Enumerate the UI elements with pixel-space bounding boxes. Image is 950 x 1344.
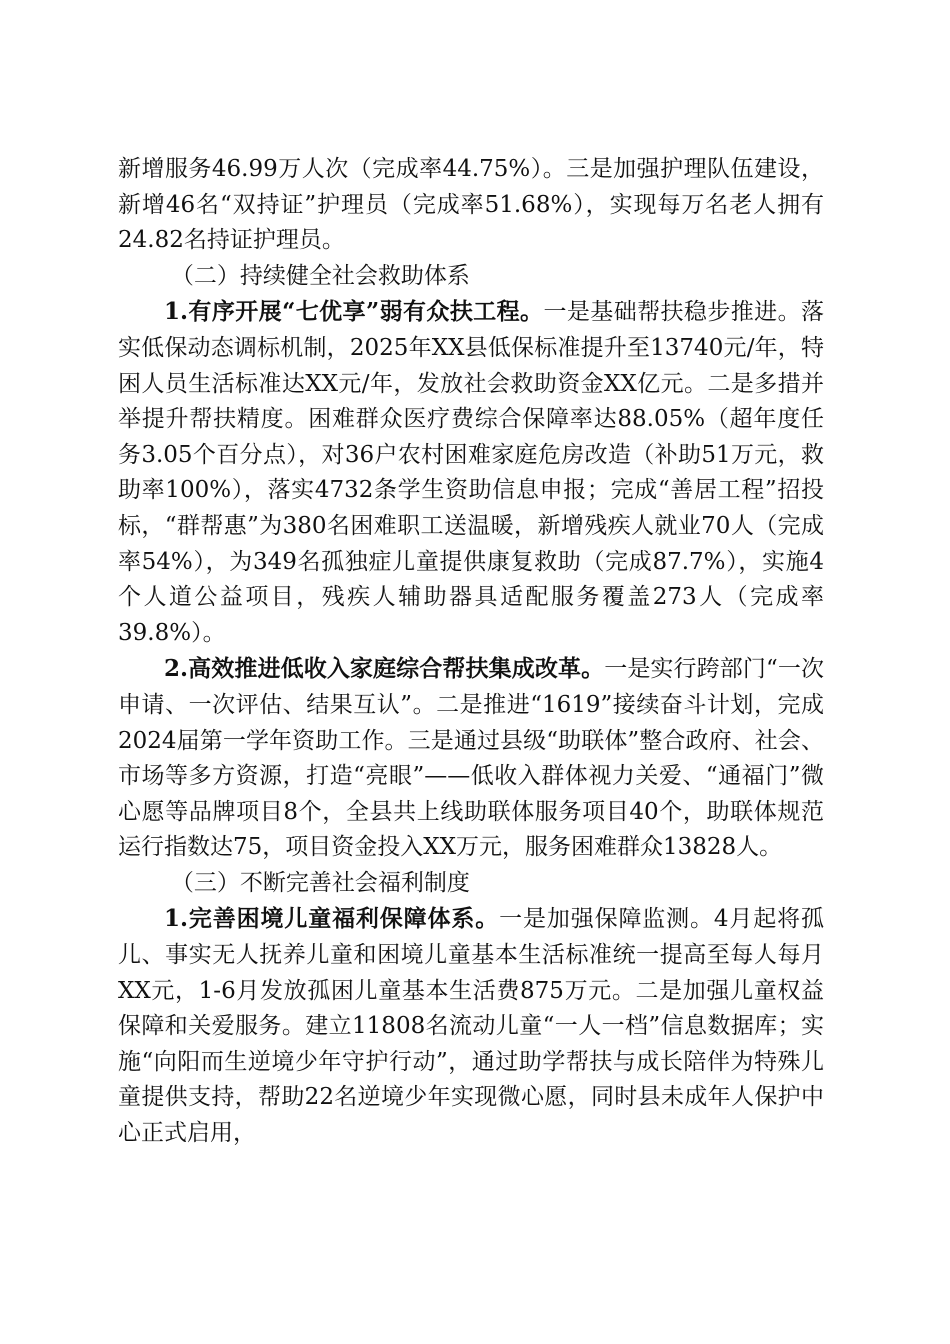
paragraph-text: 一是加强保障监测。4月起将孤儿、事实无人抚养儿童和困境儿童基本生活标准统一提高至每人每月XX元，1-6月发放孤困儿童基本生活费875万元。二是加强儿童权益保障和关爱服务。建立11808名流动儿童“一人一档”信息数据库；实施“向阳而生逆境少年守护行动”，通过助学帮扶与成长陪伴为特殊儿童提供支持，帮助22名逆境少年实现微心愿，同时县未成年人保护中心正式启用， [118, 906, 824, 1147]
paragraph-child-welfare [118, 901, 824, 1151]
paragraph-lead: 2.高效推进低收入家庭综合帮扶集成改革。 [164, 655, 605, 683]
document-body [118, 152, 824, 1152]
section-heading-social-assistance [118, 259, 824, 295]
paragraph-text: 一是实行跨部门“一次申请、一次评估、结果互认”。二是推进“1619”接续奋斗计划，完成2024届第一学年资助工作。三是通过县级“助联体”整合政府、社会、市场等多方资源，打造“亮眼”——低收入群体视力关爱、“通福门”微心愿等品牌项目8个，全县共上线助联体服务项目40个，助联体规范运行指数达75，项目资金投入XX万元，服务困难群众13828人。 [118, 656, 824, 861]
section-heading-text: （二）持续健全社会救助体系 [170, 262, 470, 289]
paragraph-seven-benefits [118, 294, 824, 651]
paragraph-lead: 1.有序开展“七优享”弱有众扶工程。 [164, 298, 544, 326]
paragraph-text: 新增服务46.99万人次（完成率44.75%）。三是加强护理队伍建设，新增46名“双持证”护理员（完成率51.68%），实现每万名老人拥有24.82名持证护理员。 [118, 156, 824, 254]
paragraph-low-income-reform [118, 651, 824, 866]
paragraph-lead: 1.完善困境儿童福利保障体系。 [164, 905, 500, 933]
section-heading-social-welfare [118, 866, 824, 902]
paragraph-elderly-care-continued [118, 152, 824, 259]
paragraph-text: 一是基础帮扶稳步推进。落实低保动态调标机制，2025年XX县低保标准提升至13740元/年，特困人员生活标准达XX元/年，发放社会救助资金XX亿元。二是多措并举提升帮扶精度。困难群众医疗费综合保障率达88.05%（超年度任务3.05个百分点），对36户农村困难家庭危房改造（补助51万元，救助率100%），落实4732条学生资助信息申报；完成“善居工程”招投标，“群帮惠”为380名困难职工送温暖，新增残疾人就业70人（完成率54%），为349名孤独症儿童提供康复救助（完成87.7%），实施4个人道公益项目，残疾人辅助器具适配服务覆盖273人（完成率39.8%）。 [118, 299, 824, 646]
section-heading-text: （三）不断完善社会福利制度 [170, 869, 470, 896]
